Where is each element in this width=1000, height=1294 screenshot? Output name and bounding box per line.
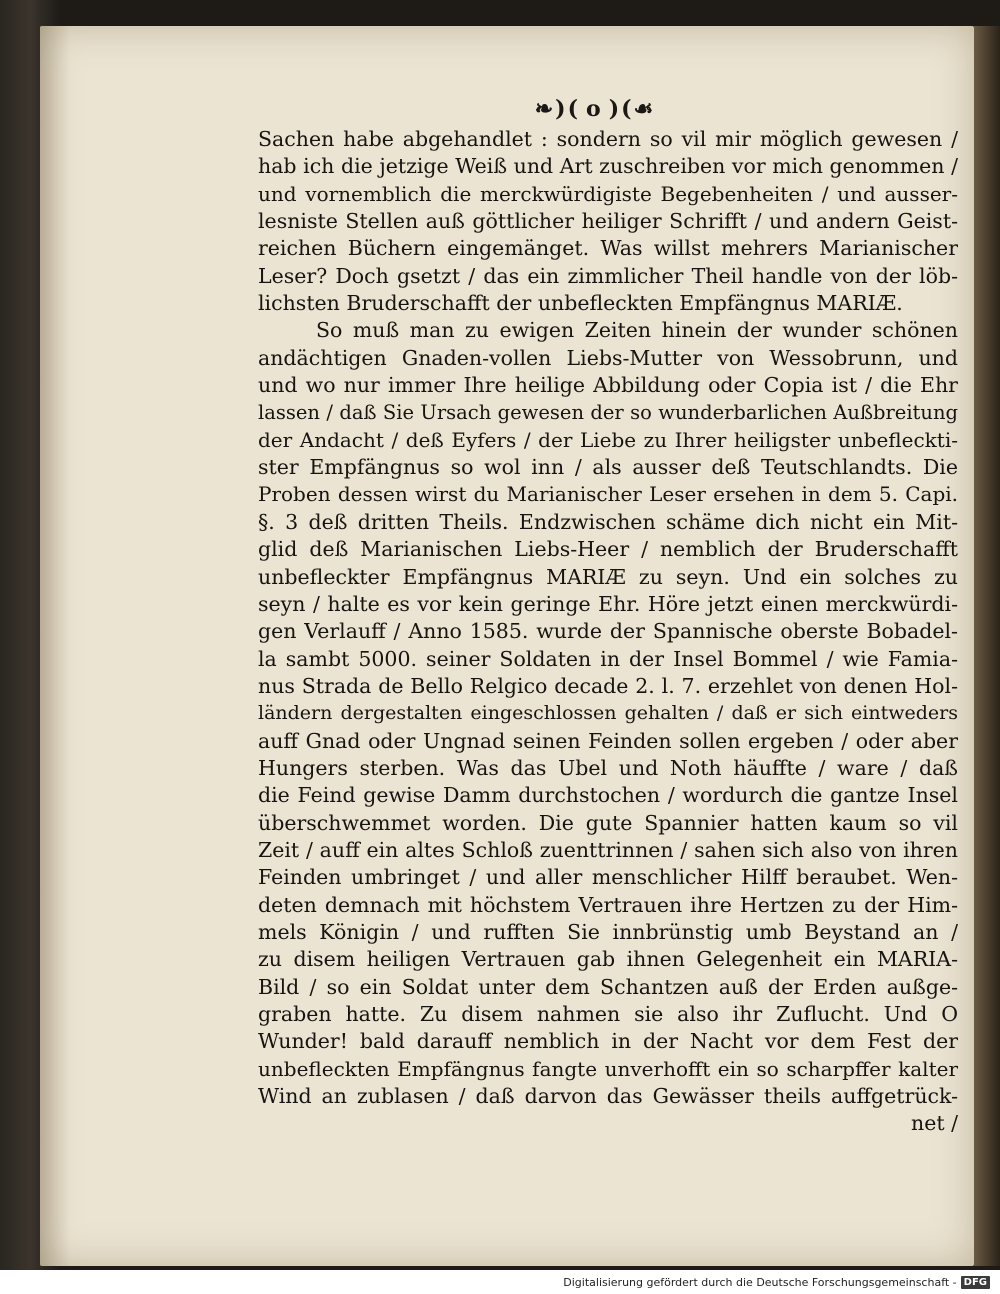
text-line: lichsten Bruderschafft der unbefleckten Empfängnus MARIÆ.	[258, 291, 903, 316]
text-line: lassen / daß Sie Ursach gewesen der so wunderbarlichen Außbreitung	[258, 401, 958, 425]
text-line: der Andacht / deß Eyfers / der Liebe zu Ihrer heiligster unbefleckti-	[258, 427, 958, 452]
footer-bar	[0, 1270, 1000, 1294]
text-line: Proben dessen wirst du Marianischer Leser ersehen in dem 5. Capi.	[258, 482, 958, 507]
text-line: Feinden umbringet / und aller menschlicher Hilff beraubet. Wen-	[258, 865, 958, 890]
text-line: und wo nur immer Ihre heilige Abbildung oder Copia ist / die Ehr	[258, 373, 958, 398]
ornament-left: ❧)(	[534, 96, 581, 122]
text-line: §. 3 deß dritten Theils. Endzwischen schäme dich nicht ein Mit-	[258, 509, 958, 534]
page-right-edge	[974, 26, 1000, 1266]
text-line: andächtigen Gnaden-vollen Liebs-Mutter von Wessobrunn, und	[258, 345, 958, 370]
text-line: ster Empfängnus so wol inn / als ausser deß Teutschlandts. Die	[258, 455, 958, 480]
text-line: und vornemblich die merckwürdigiste Begebenheiten / und ausser-	[258, 181, 958, 206]
text-line: deten demnach mit höchstem Vertrauen ihre Hertzen zu der Him-	[258, 892, 958, 917]
text-line: Wind an zublasen / daß darvon das Gewässer theils auffgetrück-	[258, 1084, 958, 1109]
text-line: net /	[911, 1111, 958, 1136]
text-line: auff Gnad oder Ungnad seinen Feinden sollen ergeben / oder aber	[258, 728, 958, 753]
text-line: reichen Büchern eingemänget. Was willst mehrers Marianischer	[258, 236, 958, 261]
page-gutter-shadow	[40, 26, 70, 1266]
body-text	[258, 126, 958, 1138]
text-line: Zeit / auff ein altes Schloß zuenttrinnen / sahen sich also von ihren	[258, 837, 958, 862]
text-line: So muß man zu ewigen Zeiten hinein der wunder schönen	[316, 318, 958, 343]
header-ornament	[500, 92, 690, 126]
text-line: Hungers sterben. Was das Ubel und Noth häuffte / ware / daß	[258, 755, 958, 780]
text-line: la sambt 5000. seiner Soldaten in der Insel Bommel / wie Famia-	[258, 646, 958, 671]
footer-credit: Digitalisierung gefördert durch die Deutsche Forschungsgemeinschaft -	[563, 1275, 957, 1289]
ornament-center: o	[586, 96, 603, 122]
text-line: Leser? Doch gsetzt / das ein zimmlicher Theil handle von der löb-	[258, 263, 958, 288]
text-line: Bild / so ein Soldat unter dem Schantzen auß der Erden außge-	[258, 974, 958, 999]
text-line: gen Verlauff / Anno 1585. wurde der Spannische oberste Bobadel-	[258, 619, 958, 644]
text-line: die Feind gewise Damm durchstochen / wordurch die gantze Insel	[258, 783, 958, 808]
text-line: Sachen habe abgehandlet : sondern so vil mir möglich gewesen /	[258, 127, 958, 151]
text-line: ländern dergestalten eingeschlossen gehalten / daß er sich eintweders	[258, 702, 958, 725]
text-line: seyn / halte es vor kein geringe Ehr. Höre jetzt einen merckwürdi-	[258, 591, 958, 616]
text-line: hab ich die jetzige Weiß und Art zuschreiben vor mich genommen /	[258, 154, 958, 179]
text-line: unbefleckter Empfängnus MARIÆ zu seyn. Und ein solches zu	[258, 564, 958, 589]
text-line: graben hatte. Zu disem nahmen sie also ihr Zuflucht. Und O	[258, 1002, 958, 1026]
text-line: überschwemmet worden. Die gute Spannier hatten kaum so vil	[258, 810, 958, 835]
text-line: unbefleckten Empfängnus fangte unverhofft ein so scharpffer kalter	[258, 1056, 958, 1081]
text-line: Wunder! bald darauff nemblich in der Nacht vor dem Fest der	[258, 1029, 958, 1054]
ornament-right: )(☙	[608, 96, 656, 122]
dfg-logo: DFG	[961, 1276, 990, 1289]
text-line: nus Strada de Bello Relgico decade 2. l. 7. erzehlet von denen Hol-	[258, 673, 958, 698]
text-line: zu disem heiligen Vertrauen gab ihnen Gelegenheit ein MARIA-	[258, 947, 958, 972]
text-line: glid deß Marianischen Liebs-Heer / nemblich der Bruderschafft	[258, 537, 958, 562]
text-line: lesniste Stellen auß göttlicher heiliger Schrifft / und andern Geist-	[258, 209, 958, 234]
text-line: mels Königin / und rufften Sie innbrünstig umb Beystand an /	[258, 919, 958, 944]
